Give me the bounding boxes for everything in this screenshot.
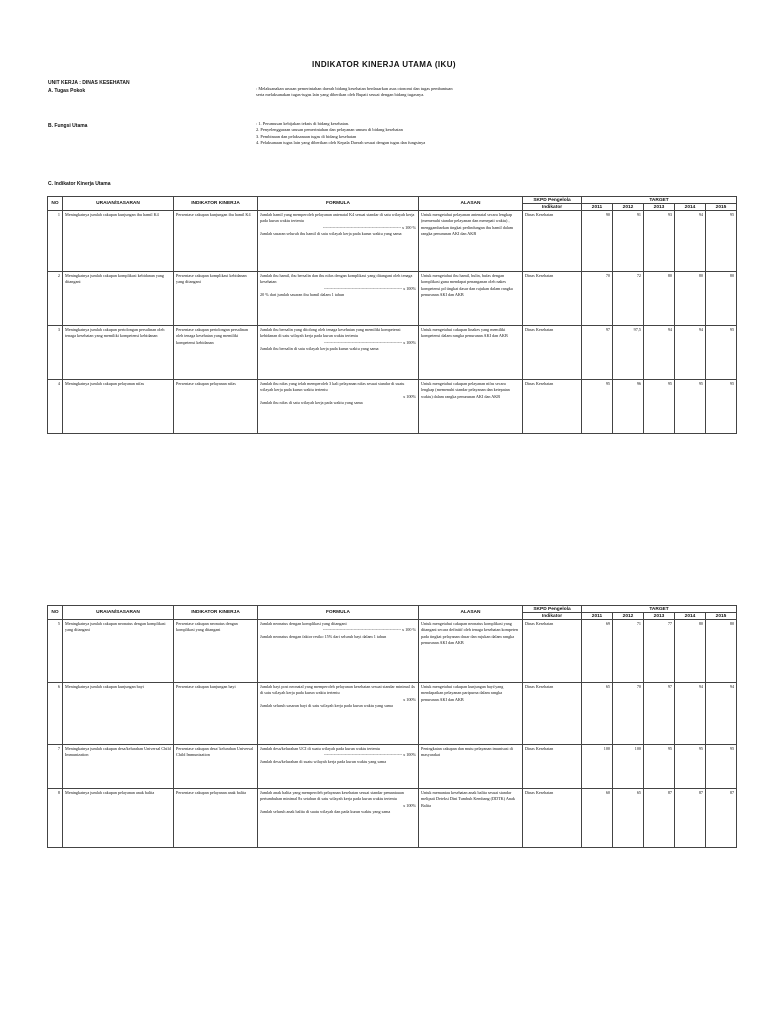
indikator-cell: Persentase cakupan kunjungan ibu hamil K4 xyxy=(174,211,258,272)
target-value: 93 xyxy=(644,211,675,272)
alasan-cell: Untuk mengetahui pelayanan antenatal secara lengkap (memenuhi standar pelayanan dan menepati waktu) , menggambarkan tingkat perlindungan ibu hamil dalam rangka penurunan AKI dan AKB xyxy=(419,211,523,272)
uraian-cell: Meningkatnya jumlah cakupan pelayanan nifas xyxy=(63,380,174,434)
indikator-cell: Persentase cakupan desa/ kelurahan Universal Child Immunization xyxy=(174,745,258,789)
indikator-cell: Persentase cakupan pertolongan persalinan oleh tenaga kesehatan yang memiliki kompetensi kebidanan xyxy=(174,326,258,380)
col-no: NO xyxy=(48,606,63,620)
target-value: 94 xyxy=(675,683,706,745)
skpd-cell: Dinas Kesehatan xyxy=(523,272,582,326)
col-year: 2015 xyxy=(706,613,737,620)
target-value: 90 xyxy=(582,211,613,272)
skpd-cell: Dinas Kesehatan xyxy=(523,745,582,789)
target-value: 70 xyxy=(582,272,613,326)
target-value: 80 xyxy=(675,620,706,683)
alasan-cell: Untuk mengetahui cakupan kunjungan bayi/yang mendapatkan pelayanan paripurna dalam rangka penurunan AKI dan AKB xyxy=(419,683,523,745)
formula-cell xyxy=(258,326,419,380)
formula-cell xyxy=(258,211,419,272)
formula-denominator: Jumlah ibu bersalin di satu wilayah kerja pada kurun waktu yang sama xyxy=(260,345,379,351)
formula-operator: x 100% xyxy=(403,696,416,702)
fungsi-utama-label: B. Fungsi Utama xyxy=(48,123,88,129)
formula-numerator: Jumlah desa/kelurahan UCI di suatu wilayah pada kurun waktu tertentu xyxy=(260,746,380,751)
target-value: 94 xyxy=(675,211,706,272)
alasan-cell: Untuk mengetahui cakupan linakes yang memiliki kompetensi dalam rangka penurunan AKI dan AKB xyxy=(419,326,523,380)
formula-operator: -------------------------------------------------------- x 100 % xyxy=(322,627,416,633)
uraian-cell: Meningkatnya jumlah cakupan desa/kelurahan Universal Child Immunization xyxy=(63,745,174,789)
col-skpd-indikator: Indikator xyxy=(523,204,582,211)
uraian-cell: Meningkatnya jumlah cakupan kunjungan ibu hamil K4 xyxy=(63,211,174,272)
formula-cell xyxy=(258,789,419,848)
target-value: 80 xyxy=(706,620,737,683)
fungsi-item: 3. Pembinaan dan pelaksanaan tugas di bidang kesehatan xyxy=(256,133,357,139)
formula-denominator: Jumlah desa/kelurahan di suatu wilayah kerja pada kurun waktu yang sama xyxy=(260,758,387,764)
target-value: 80 xyxy=(706,272,737,326)
formula-operator: x 100% xyxy=(403,802,416,808)
alasan-cell: Untuk memantau kesehatan anak balita sesuai standar meliputi Deteksi Dini Tumbuh Kembang (DDTK) Anak Balita xyxy=(419,789,523,848)
formula-cell xyxy=(258,380,419,434)
indikator-cell: Persentase cakupan pelayanan nifas xyxy=(174,380,258,434)
col-alasan: ALASAN xyxy=(419,197,523,211)
col-year: 2011 xyxy=(582,613,613,620)
uraian-cell: Meningkatnya jumlah cakupan neonatus dengan komplikasi yang ditangani xyxy=(63,620,174,683)
uraian-cell: Meningkatnya jumlah cakupan komplikasi kebidanan yang ditangani xyxy=(63,272,174,326)
target-value: 87 xyxy=(706,789,737,848)
alasan-cell: Peningkatan cakupan dan mutu pelayanan imunisasi di masyarakat xyxy=(419,745,523,789)
target-value: 80 xyxy=(675,272,706,326)
target-value: 100 xyxy=(613,745,644,789)
col-no: NO xyxy=(48,197,63,211)
col-year: 2012 xyxy=(613,613,644,620)
table-row xyxy=(48,620,737,683)
target-value: 91 xyxy=(613,211,644,272)
skpd-cell: Dinas Kesehatan xyxy=(523,683,582,745)
col-year: 2012 xyxy=(613,204,644,211)
fungsi-item: 4. Pelaksanaan tugas lain yang diberikan oleh Kepala Daerah sesuai dengan tugas dan fungsinya xyxy=(256,140,426,146)
table-row xyxy=(48,272,737,326)
iku-section-label: C. Indikator Kinerja Utama xyxy=(48,181,111,187)
col-uraian: URAIAN/SASARAN xyxy=(63,606,174,620)
target-value: 96 xyxy=(613,380,644,434)
iku-table-1 xyxy=(47,196,737,434)
target-value: 95 xyxy=(706,745,737,789)
alasan-cell: Untuk mengetahui cakupan neonatus komplikasi yang ditangani secara definitif oleh tenaga kesehatan kompeten pada tingkat pelayanan dasar dan rujukan dalam rangka penurunan AKI dan AKB xyxy=(419,620,523,683)
col-uraian: URAIAN/SASARAN xyxy=(63,197,174,211)
target-value: 60 xyxy=(582,789,613,848)
col-skpd: SKPD Pengelola xyxy=(523,197,582,204)
row-number: 6 xyxy=(48,683,63,745)
fungsi-item: : 1. Perumusan kebijakan teknis di bidang kesehatan. xyxy=(256,121,350,126)
target-value: 80 xyxy=(644,272,675,326)
target-value: 65 xyxy=(582,683,613,745)
row-number: 1 xyxy=(48,211,63,272)
table-row xyxy=(48,789,737,848)
target-value: 69 xyxy=(582,620,613,683)
target-value: 95 xyxy=(675,745,706,789)
target-value: 95 xyxy=(675,380,706,434)
formula-cell xyxy=(258,620,419,683)
col-year: 2014 xyxy=(675,204,706,211)
uraian-cell: Meningkatnya jumlah cakupan kunjungan bayi xyxy=(63,683,174,745)
col-formula: FORMULA xyxy=(258,606,419,620)
target-value: 95 xyxy=(582,380,613,434)
formula-operator: -------------------------------------------------------- x 100 % xyxy=(322,224,416,230)
target-value: 94 xyxy=(644,326,675,380)
formula-numerator: Jumlah ibu bersalin yang ditolong oleh tenaga kesehatan yang memiliki kompetensi kebidanan di satu wilayah kerja pada kurun waktu tertentu xyxy=(260,327,401,339)
document-title: INDIKATOR KINERJA UTAMA (IKU) xyxy=(312,60,456,69)
target-value: 77 xyxy=(644,620,675,683)
target-value: 70 xyxy=(613,683,644,745)
tugas-pokok-text: : Melaksanakan urusan pemerintahan daerah bidang kesehatan berdasarkan asas otonomi dan tugas pembantuan serta melaksanakan tugas-tugas lain yang diberikan oleh Bupati sesuai dengan bidang tugasnya. xyxy=(256,86,453,98)
target-value: 87 xyxy=(675,789,706,848)
indikator-cell: Persentase cakupan neonatus dengan komplikasi yang ditangani xyxy=(174,620,258,683)
formula-cell xyxy=(258,272,419,326)
target-value: 100 xyxy=(582,745,613,789)
target-value: 94 xyxy=(675,326,706,380)
table-row xyxy=(48,683,737,745)
alasan-cell: Untuk mengetahui cakupan pelayanan nifas secara lengkap (memenuhi standar pelayanan dan ketepatan waktu) dalam rangka penurunan AKI dan AKB xyxy=(419,380,523,434)
formula-denominator: Jumlah sasaran seluruh ibu hamil di satu wilayah kerja pada kurun waktu yang sama xyxy=(260,230,402,236)
indikator-cell: Persentase cakupan komplikasi kebidanan yang ditangani xyxy=(174,272,258,326)
indikator-cell: Persentase cakupan kunjungan bayi xyxy=(174,683,258,745)
target-value: 87 xyxy=(644,789,675,848)
formula-numerator: Jumlah ibu nifas yang telah memperoleh 3 kali pelayanan nifas sesuai standar di suatu wilayah kerja pada kurun waktu tertentu xyxy=(260,381,405,393)
skpd-cell: Dinas Kesehatan xyxy=(523,789,582,848)
target-value: 97,5 xyxy=(613,326,644,380)
uraian-cell: Meningkatnya jumlah cakupan pelayanan anak balita xyxy=(63,789,174,848)
formula-denominator: Jumlah seluruh anak balita di suatu wilayah dan pada kurun waktu yang sama xyxy=(260,808,391,814)
target-value: 97 xyxy=(644,683,675,745)
formula-numerator: Jumlah neonatus dengan komplikasi yang ditangani xyxy=(260,621,347,626)
target-value: 71 xyxy=(613,620,644,683)
formula-denominator: 20 % dari jumlah sasaran ibu hamil dalam 1 tahun xyxy=(260,291,345,297)
tugas-pokok-label: A. Tugas Pokok xyxy=(48,88,86,94)
formula-numerator: Jumlah anak balita yang memperoleh pelayanan kesehatan sesuai standar pemantauan pertumbuhan minimal 8x setahun di satu wilayah kerja pada kurun waktu tertentu xyxy=(260,790,404,802)
col-skpd-indikator: Indikator xyxy=(523,613,582,620)
table-row xyxy=(48,326,737,380)
formula-denominator: Jumlah neonatus dengan faktor resiko 15% dari seluruh bayi dalam 1 tahun xyxy=(260,633,387,639)
col-formula: FORMULA xyxy=(258,197,419,211)
row-number: 5 xyxy=(48,620,63,683)
skpd-cell: Dinas Kesehatan xyxy=(523,326,582,380)
col-year: 2011 xyxy=(582,204,613,211)
formula-operator: -------------------------------------------------------- x 100% xyxy=(323,752,416,758)
target-value: 97 xyxy=(582,326,613,380)
col-target: TARGET xyxy=(582,197,737,204)
col-year: 2013 xyxy=(644,613,675,620)
iku-table-2 xyxy=(47,605,737,848)
fungsi-utama-list xyxy=(256,121,456,147)
target-value: 95 xyxy=(706,211,737,272)
target-value: 95 xyxy=(706,326,737,380)
col-indikator: INDIKATOR KINERJA xyxy=(174,197,258,211)
col-indikator: INDIKATOR KINERJA xyxy=(174,606,258,620)
alasan-cell: Untuk mengetahui ibu hamil, bulin, bufas dengan komplikasi guna mendapat penanganan oleh nakes kompetensi pd tingkat dasar dan rujukan dalam rangka penurunan AKI dan AKB xyxy=(419,272,523,326)
target-value: 95 xyxy=(644,745,675,789)
formula-cell xyxy=(258,683,419,745)
target-value: 94 xyxy=(706,683,737,745)
col-skpd: SKPD Pengelola xyxy=(523,606,582,613)
col-year: 2015 xyxy=(706,204,737,211)
formula-operator: -------------------------------------------------------- x 100% xyxy=(323,285,416,291)
fungsi-item: 2. Penyelenggaraan urusan pemerintahan dan pelayanan umum di bidang kesehatan xyxy=(256,127,403,133)
formula-cell xyxy=(258,745,419,789)
formula-numerator: Jumlah bayi post neonatal yang memperoleh pelayanan kesehatan sesuai standar minimal 4x di satu wilayah kerja pada kurun waktu tertentu xyxy=(260,684,416,696)
skpd-cell: Dinas Kesehatan xyxy=(523,211,582,272)
target-value: 95 xyxy=(706,380,737,434)
table-row xyxy=(48,211,737,272)
col-alasan: ALASAN xyxy=(419,606,523,620)
table-row xyxy=(48,380,737,434)
target-value: 72 xyxy=(613,272,644,326)
formula-denominator: Jumlah seluruh sasaran bayi di satu wilayah kerja pada kurun waktu yang sama xyxy=(260,702,393,708)
unit-kerja-label: UNIT KERJA : DINAS KESEHATAN xyxy=(48,80,130,86)
skpd-cell: Dinas Kesehatan xyxy=(523,620,582,683)
col-year: 2013 xyxy=(644,204,675,211)
table-row xyxy=(48,745,737,789)
col-target: TARGET xyxy=(582,606,737,613)
formula-numerator: Jumlah ibu hamil, ibu bersalin dan ibu nifas dengan komplikasi yang ditangani oleh tenaga kesehatan xyxy=(260,273,413,285)
formula-numerator: Jumlah hamil yang memperoleh pelayanan antenatal K4 sesuai standar di satu wilayah kerja pada kurun waktu tertentu xyxy=(260,212,415,224)
col-year: 2014 xyxy=(675,613,706,620)
formula-denominator: Jumlah ibu nifas di satu wilayah kerja pada waktu yang sama xyxy=(260,399,363,405)
formula-operator: -------------------------------------------------------- x 100% xyxy=(323,339,416,345)
row-number: 3 xyxy=(48,326,63,380)
target-value: 65 xyxy=(613,789,644,848)
skpd-cell: Dinas Kesehatan xyxy=(523,380,582,434)
target-value: 95 xyxy=(644,380,675,434)
indikator-cell: Persentase cakupan pelayanan anak balita xyxy=(174,789,258,848)
uraian-cell: Meningkatnya jumlah cakupan pertolongan persalinan oleh tenaga kesehatan yang memiliki kompetensi kebidanan xyxy=(63,326,174,380)
row-number: 2 xyxy=(48,272,63,326)
row-number: 7 xyxy=(48,745,63,789)
formula-operator: x 100% xyxy=(403,393,416,399)
row-number: 4 xyxy=(48,380,63,434)
row-number: 8 xyxy=(48,789,63,848)
